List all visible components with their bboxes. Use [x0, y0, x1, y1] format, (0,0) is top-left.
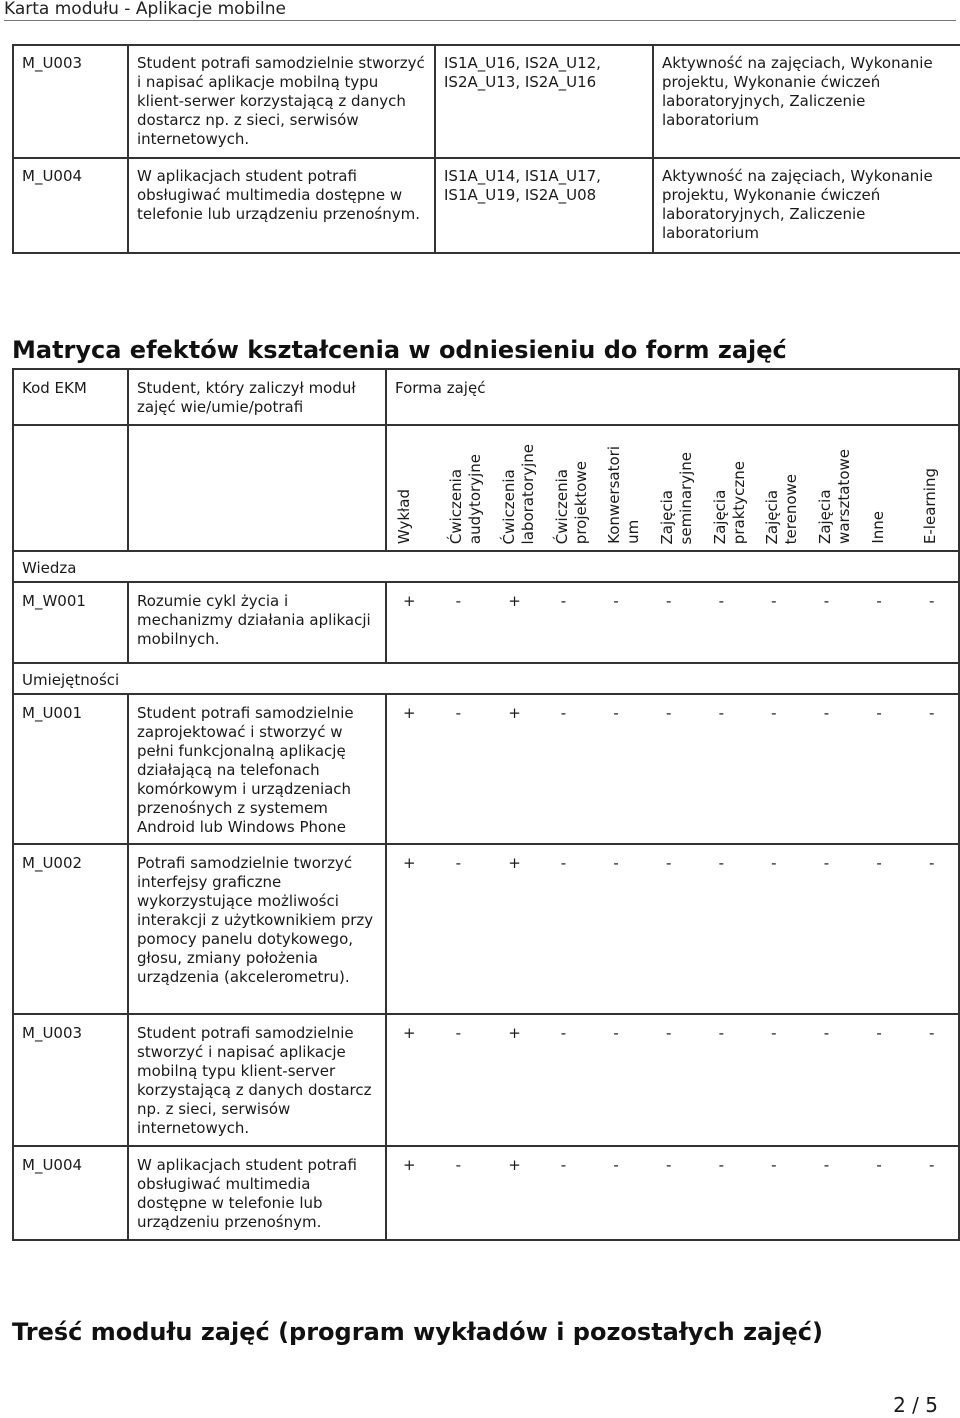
form-mark: -	[455, 1156, 462, 1174]
outcome-verification: Aktywność na zajęciach, Wykonanie projektu, Wykonanie ćwiczeń laboratoryjnych, Zaliczenie laboratorium	[653, 158, 960, 253]
outcome-code: M_W001	[13, 582, 128, 663]
form-label: Zajęcia praktyczne	[711, 460, 748, 544]
form-mark: -	[613, 704, 619, 722]
form-mark: +	[403, 854, 416, 872]
form-label: Ćwiczenia laboratoryjne	[500, 443, 537, 544]
outcome-description: Rozumie cykl życia i mechanizmy działania aplikacji mobilnych.	[128, 582, 386, 663]
matrix-table	[12, 368, 960, 1241]
form-mark: -	[876, 1156, 882, 1174]
form-mark: -	[455, 704, 462, 722]
form-mark: -	[718, 704, 724, 722]
table-row	[13, 1146, 959, 1240]
form-mark: -	[665, 1156, 672, 1174]
outcome-description: Student potrafi samodzielnie stworzyć i napisać aplikacje mobilną typu klient-server korzystającą z danych dostarcz np. z sieci, serwisów internetowych.	[128, 1014, 386, 1146]
outcome-code: M_U004	[13, 1146, 128, 1240]
form-mark: -	[718, 592, 724, 610]
form-mark: -	[718, 1024, 724, 1042]
outcome-verification: Aktywność na zajęciach, Wykonanie projektu, Wykonanie ćwiczeń laboratoryjnych, Zaliczenie laboratorium	[653, 45, 960, 158]
marks-cell	[386, 844, 959, 1014]
outcome-description: Potrafi samodzielnie tworzyć interfejsy graficzne wykorzystujące możliwości interakcji z użytkownikiem przy pomocy panelu dotykowego, głosu, zmiany położenia urządzenia (akcelerometru).	[128, 844, 386, 1014]
form-mark: -	[876, 592, 882, 610]
form-mark: -	[771, 854, 777, 872]
forms-header-row	[13, 425, 959, 551]
form-mark: -	[665, 854, 672, 872]
form-mark: -	[876, 704, 882, 722]
form-mark: -	[718, 1156, 724, 1174]
outcome-code: M_U001	[13, 694, 128, 844]
form-label: Wykład	[395, 488, 413, 544]
form-mark: -	[928, 704, 935, 722]
form-mark: -	[928, 1024, 935, 1042]
form-mark: +	[403, 1024, 416, 1042]
form-mark: -	[823, 704, 830, 722]
form-mark: -	[560, 1156, 567, 1174]
form-mark: -	[876, 854, 882, 872]
form-mark: -	[771, 704, 777, 722]
form-mark: -	[823, 1156, 830, 1174]
outcome-description: W aplikacjach student potrafi obsługiwać multimedia dostępne w telefonie lub urządzeniu przenośnym.	[128, 158, 435, 253]
page-number: 2 / 5	[893, 1393, 938, 1417]
form-mark: -	[560, 854, 567, 872]
form-mark: -	[665, 592, 672, 610]
form-mark: +	[403, 704, 416, 722]
form-mark: -	[665, 704, 672, 722]
marks-cell	[386, 694, 959, 844]
form-mark: -	[665, 1024, 672, 1042]
marks-cell	[386, 1146, 959, 1240]
form-mark: -	[771, 592, 777, 610]
form-mark: -	[876, 1024, 882, 1042]
table-row	[13, 45, 960, 158]
outcome-description: Student potrafi samodzielnie stworzyć i napisać aplikacje mobilną typu klient-serwer korzystającą z danych dostarcz np. z sieci, serwisów internetowych.	[128, 45, 435, 158]
col-code-header: Kod EKM	[13, 369, 128, 425]
form-mark: -	[613, 1024, 619, 1042]
outcome-references: IS1A_U16, IS2A_U12, IS2A_U13, IS2A_U16	[435, 45, 653, 158]
form-mark: +	[508, 854, 521, 872]
outcome-description: Student potrafi samodzielnie zaprojektować i stworzyć w pełni funkcjonalną aplikację działającą na telefonach komórkowym i urządzeniach przenośnych z systemem Android lub Windows Phone	[128, 694, 386, 844]
form-mark: +	[508, 704, 521, 722]
table-row	[13, 158, 960, 253]
marks-cell	[386, 582, 959, 663]
form-mark: -	[613, 1156, 619, 1174]
form-label: E-learning	[921, 467, 939, 544]
form-mark: -	[455, 1024, 462, 1042]
outcome-references: IS1A_U14, IS1A_U17, IS1A_U19, IS2A_U08	[435, 158, 653, 253]
col-form-header: Forma zajęć	[386, 369, 959, 425]
form-label: Zajęcia seminaryjne	[658, 451, 695, 544]
section-label: Umiejętności	[13, 663, 959, 694]
form-mark: -	[455, 854, 462, 872]
form-mark: -	[560, 704, 567, 722]
table-row	[13, 694, 959, 844]
section-row	[13, 663, 959, 694]
page-header: Karta modułu - Aplikacje mobilne	[4, 0, 956, 21]
form-label: Konwersatori um	[605, 446, 642, 544]
table-row	[13, 844, 959, 1014]
form-mark: -	[928, 1156, 935, 1174]
form-mark: -	[455, 592, 462, 610]
matrix-header-row	[13, 369, 959, 425]
forms-cell	[386, 425, 959, 551]
outcome-description: W aplikacjach student potrafi obsługiwać multimedia dostępne w telefonie lub urządzeniu przenośnym.	[128, 1146, 386, 1240]
form-mark: -	[718, 854, 724, 872]
outcome-code: M_U003	[13, 45, 128, 158]
form-mark: -	[823, 1024, 830, 1042]
form-label: Zajęcia terenowe	[763, 473, 800, 544]
form-mark: -	[823, 592, 830, 610]
form-mark: -	[560, 592, 567, 610]
col-student-header: Student, który zaliczył moduł zajęć wie/umie/potrafi	[128, 369, 386, 425]
form-mark: -	[771, 1024, 777, 1042]
form-mark: -	[613, 592, 619, 610]
form-mark: +	[508, 592, 521, 610]
form-mark: -	[560, 1024, 567, 1042]
form-mark: -	[613, 854, 619, 872]
form-mark: +	[508, 1024, 521, 1042]
outcome-code: M_U003	[13, 1014, 128, 1146]
form-mark: +	[403, 592, 416, 610]
marks-cell	[386, 1014, 959, 1146]
section-row	[13, 551, 959, 582]
form-label: Inne	[869, 511, 887, 544]
form-mark: -	[928, 592, 935, 610]
form-label: Ćwiczenia audytoryjne	[447, 453, 484, 544]
form-label: Ćwiczenia projektowe	[553, 460, 590, 544]
table-row	[13, 582, 959, 663]
form-mark: +	[508, 1156, 521, 1174]
form-mark: -	[928, 854, 935, 872]
table-row	[13, 1014, 959, 1146]
matrix-title: Matryca efektów kształcenia w odniesieniu do form zajęć	[12, 336, 787, 364]
section-label: Wiedza	[13, 551, 959, 582]
form-label: Zajęcia warsztatowe	[816, 449, 853, 544]
form-mark: -	[771, 1156, 777, 1174]
content-section-title: Treść modułu zajęć (program wykładów i pozostałych zajęć)	[12, 1318, 823, 1346]
outcome-code: M_U002	[13, 844, 128, 1014]
form-mark: +	[403, 1156, 416, 1174]
outcome-code: M_U004	[13, 158, 128, 253]
outcomes-table	[12, 44, 960, 254]
form-mark: -	[823, 854, 830, 872]
